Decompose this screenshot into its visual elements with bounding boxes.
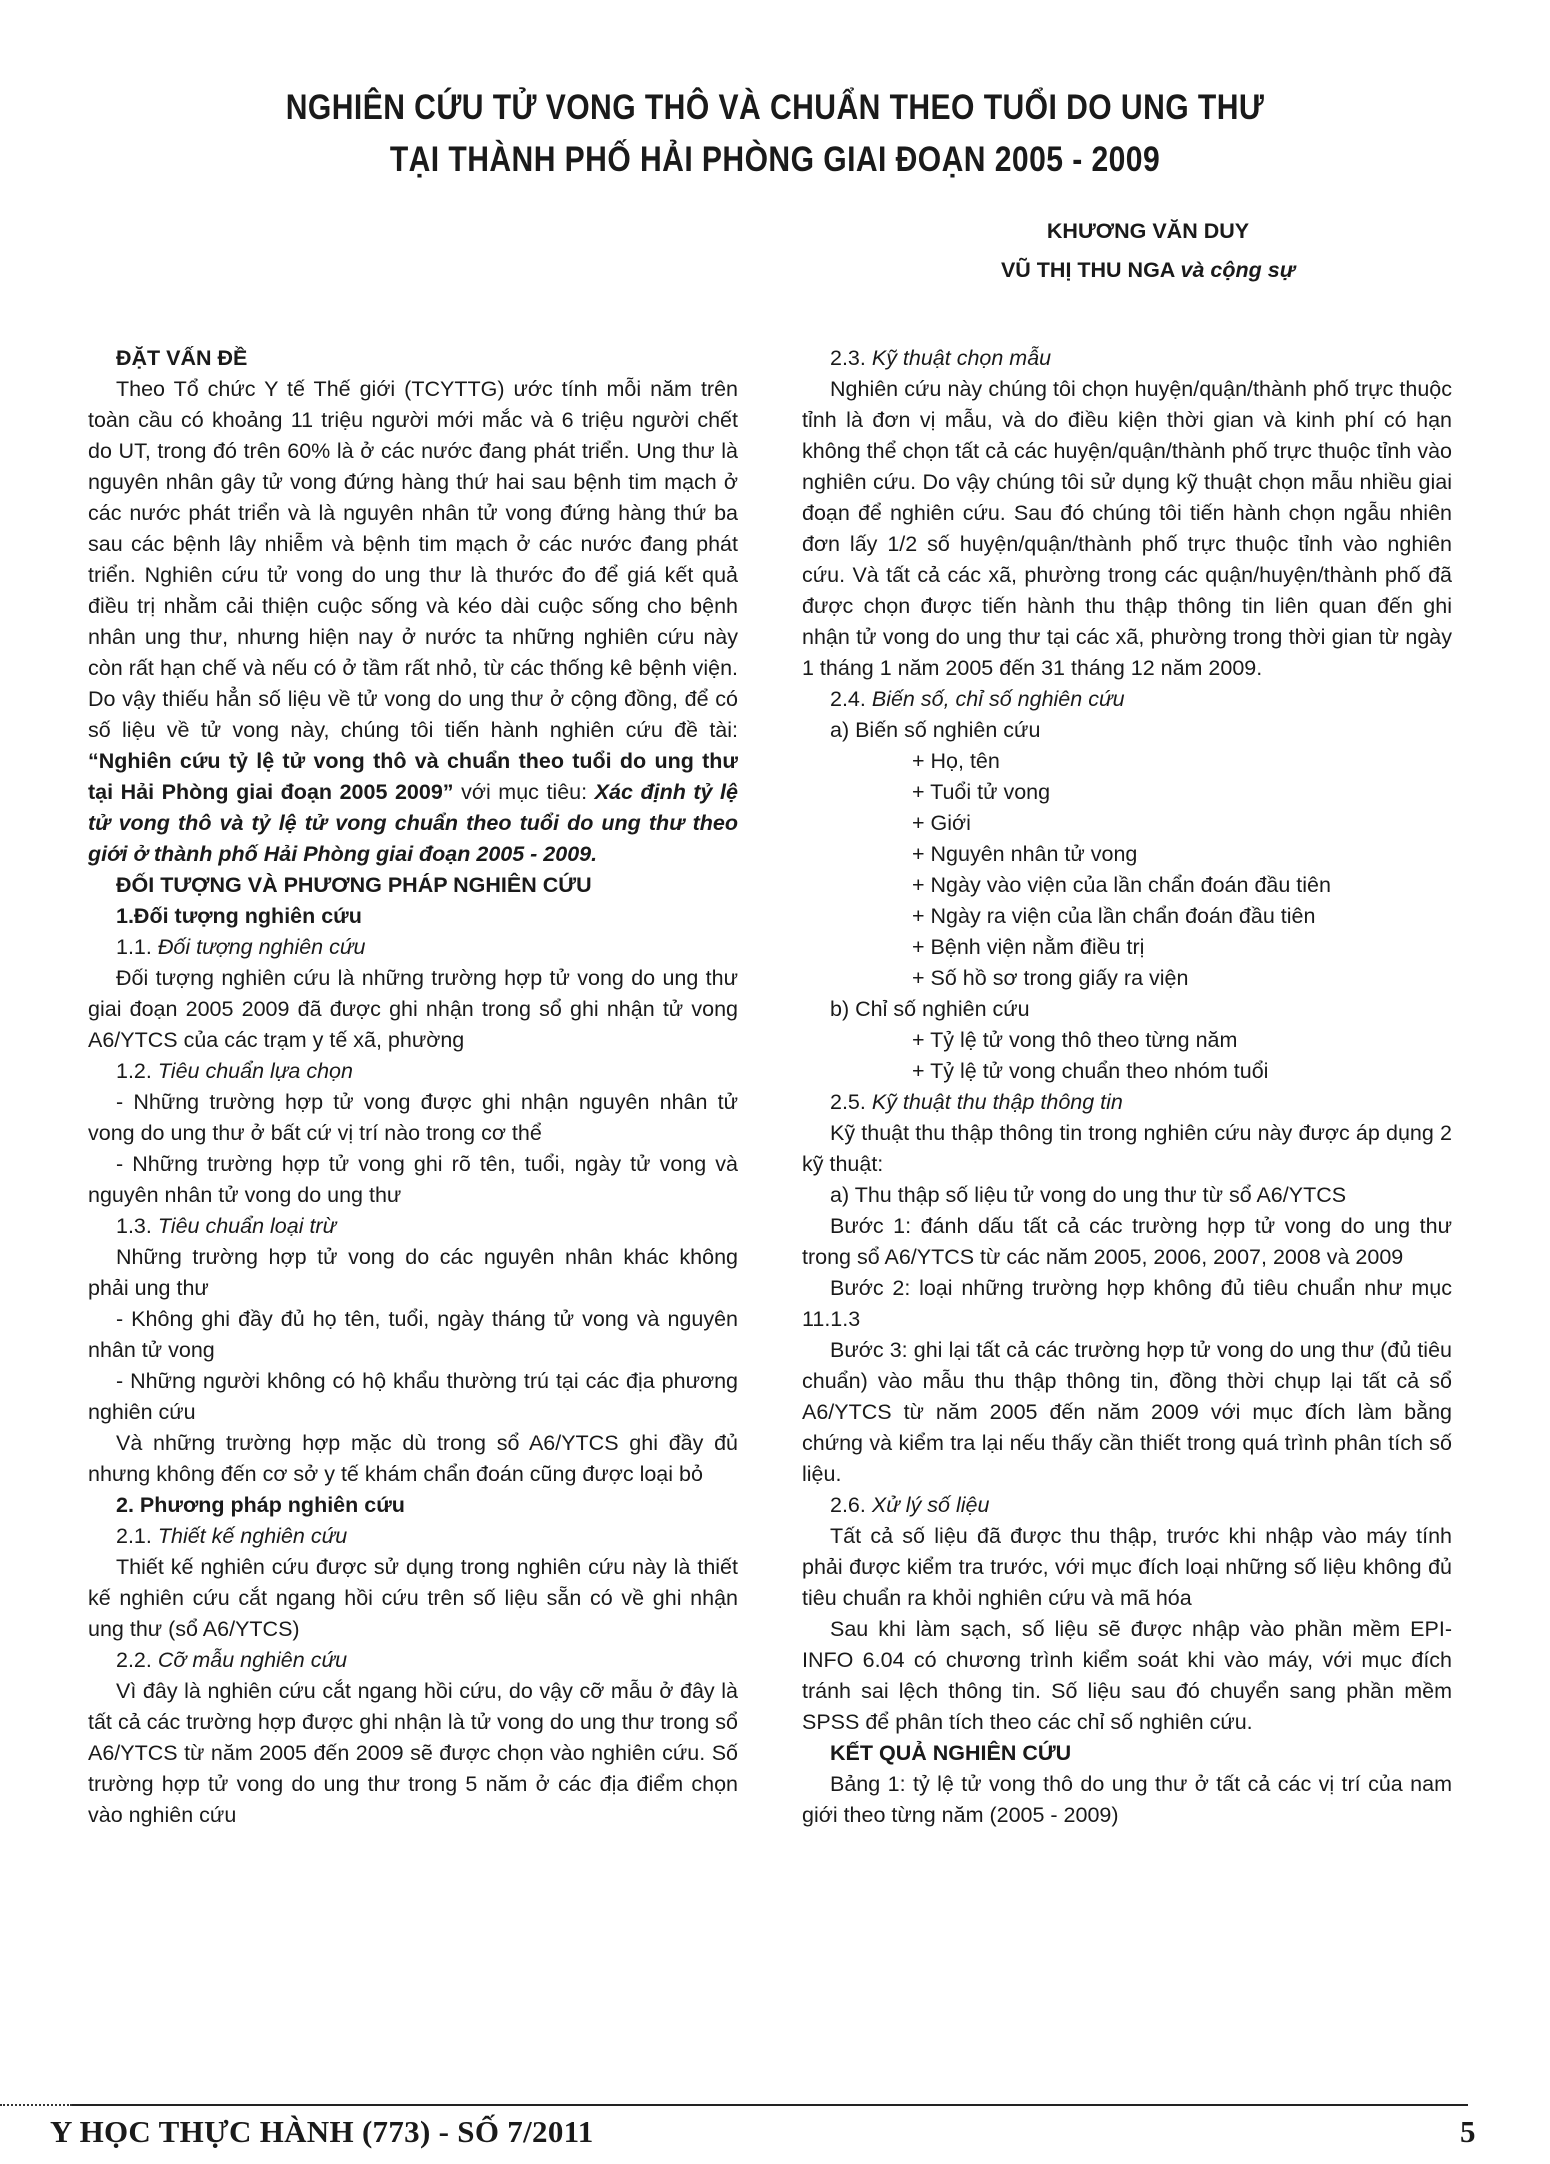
subheading-1-1 [88,932,738,963]
variable-item: + Ngày ra viện của lần chẩn đoán đầu tiên [912,904,1316,928]
author-1: KHƯƠNG VĂN DUY [1046,219,1250,243]
footer-rule [72,2104,1468,2106]
subheading-1-3 [88,1211,738,1242]
heading-dat-van-de: ĐẶT VẤN ĐỀ [116,346,248,370]
subheading-2-6-text: Xử lý số liệu [871,1493,990,1517]
subheading-2-1-num: 2.1. [116,1524,152,1548]
subheading-2-5-text: Kỹ thuật thu thập thông tin [871,1090,1123,1114]
paragraph-table-1-caption: Bảng 1: tỷ lệ tử vong thô do ung thư ở tất cả các vị trí của nam giới theo từng năm (2005 - 2009) [802,1772,1452,1827]
paragraph-step-1: Bước 1: đánh dấu tất cả các trường hợp tử vong do ung thư trong sổ A6/YTCS từ các năm 2005, 2006, 2007, 2008 và 2009 [802,1214,1452,1269]
subheading-1-3-num: 1.3. [116,1214,152,1238]
variable-item: + Số hồ sơ trong giấy ra viện [912,966,1189,990]
variable-item: + Nguyên nhân tử vong [912,842,1138,866]
subheading-2-5-num: 2.5. [830,1090,866,1114]
indicators-label: b) Chỉ số nghiên cứu [830,997,1030,1021]
subheading-2-3-num: 2.3. [830,346,866,370]
paragraph-2-6a: Tất cả số liệu đã được thu thập, trước khi nhập vào máy tính phải được kiểm tra trước, với mục đích loại những số liệu không đủ tiêu chuẩn ra khỏi nghiên cứu và mã hóa [802,1524,1452,1610]
subheading-2-2-num: 2.2. [116,1648,152,1672]
paragraph-2-5a: a) Thu thập số liệu tử vong do ung thư từ sổ A6/YTCS [830,1183,1347,1207]
heading-ket-qua: KẾT QUẢ NGHIÊN CỨU [830,1741,1072,1765]
heading-doi-tuong: ĐỐI TƯỢNG VÀ PHƯƠNG PHÁP NGHIÊN CỨU [116,873,592,897]
paragraph-1-3b: - Không ghi đầy đủ họ tên, tuổi, ngày tháng tử vong và nguyên nhân tử vong [88,1307,738,1362]
paragraph-step-3: Bước 3: ghi lại tất cả các trường hợp tử vong do ung thư (đủ tiêu chuẩn) vào mẫu thu thập thông tin, đồng thời chụp lại tất cả sổ A6/YTCS từ năm 2005 đến năm 2009 với mục đích làm bằng chứng và kiểm tra lại nếu thấy cần thiết trong quá trình phân tích số liệu. [802,1338,1452,1486]
subheading-2-3-text: Kỹ thuật chọn mẫu [871,346,1052,370]
intro-mid: với mục tiêu: [453,780,595,804]
paragraph-1-2b: - Những trường hợp tử vong ghi rõ tên, tuổi, ngày tử vong và nguyên nhân tử vong do ung thư [88,1152,738,1207]
subheading-2-2 [88,1645,738,1676]
heading-2: 2. Phương pháp nghiên cứu [116,1493,405,1517]
subheading-2-5 [802,1087,1452,1118]
subheading-2-4-num: 2.4. [830,687,866,711]
subheading-1-2-num: 1.2. [116,1059,152,1083]
variable-item: + Giới [912,811,971,835]
subheading-2-4 [802,684,1452,715]
subheading-2-3 [802,343,1452,374]
footer-dotted-rule [0,2104,72,2106]
journal-footer: Y HỌC THỰC HÀNH (773) - SỐ 7/2011 [50,2114,594,2149]
paragraph-1-3a: Những trường hợp tử vong do các nguyên nhân khác không phải ung thư [88,1245,738,1300]
intro-objective: Xác định tỷ lệ tử vong thô và tỷ lệ tử vong chuẩn theo tuổi do ung thư theo giới ở thành phố Hải Phòng giai đoạn 2005 - 2009. [88,780,738,866]
author-block [978,212,1318,290]
paragraph-1-2a: - Những trường hợp tử vong được ghi nhận nguyên nhân tử vong do ung thư ở bất cứ vị trí nào trong cơ thể [88,1090,738,1145]
variable-item: + Bệnh viện nằm điều trị [912,935,1145,959]
subheading-1-1-text: Đối tượng nghiên cứu [157,935,366,959]
paragraph-2-2: Vì đây là nghiên cứu cắt ngang hồi cứu, do vậy cỡ mẫu ở đây là tất cả các trường hợp được ghi nhận là tử vong do ung thư trong sổ A6/YTCS từ năm 2005 đến 2009 sẽ được chọn vào nghiên cứu. Số trường hợp tử vong do ung thư trong 5 năm ở các địa điểm chọn vào nghiên cứu [88,1679,738,1827]
left-column [88,343,738,1831]
subheading-1-3-text: Tiêu chuẩn loại trừ [157,1214,337,1238]
paragraph-2-5: Kỹ thuật thu thập thông tin trong nghiên cứu này được áp dụng 2 kỹ thuật: [802,1121,1452,1176]
author-2 [978,251,1318,290]
indicator-item: + Tỷ lệ tử vong thô theo từng năm [912,1028,1238,1052]
subheading-2-1-text: Thiết kế nghiên cứu [157,1524,348,1548]
subheading-1-1-num: 1.1. [116,935,152,959]
paragraph-1-3d: Và những trường hợp mặc dù trong sổ A6/YTCS ghi đầy đủ nhưng không đến cơ sở y tế khám chẩn đoán cũng được loại bỏ [88,1431,738,1486]
intro-study-title: “Nghiên cứu tỷ lệ tử vong thô và chuẩn theo tuổi do ung thư tại Hải Phòng giai đoạn 2005 2009” [88,749,738,804]
variable-item: + Tuổi tử vong [912,780,1051,804]
title-line-2: TẠI THÀNH PHỐ HẢI PHÒNG GIAI ĐOẠN 2005 - 2009 [389,140,1161,179]
variable-item: + Ngày vào viện của lần chẩn đoán đầu tiên [912,873,1331,897]
author-2-suffix: và cộng sự [1180,258,1296,282]
subheading-1-2 [88,1056,738,1087]
subheading-2-4-text: Biến số, chỉ số nghiên cứu [871,687,1125,711]
paragraph-2-6b: Sau khi làm sạch, số liệu sẽ được nhập vào phần mềm EPI-INFO 6.04 có chương trình kiểm soát khi vào máy, với mục đích tránh sai lệch thông tin. Số liệu sau đó chuyển sang phần mềm SPSS để phân tích theo các chỉ số nghiên cứu. [802,1617,1452,1734]
intro-text: Theo Tổ chức Y tế Thế giới (TCYTTG) ước tính mỗi năm trên toàn cầu có khoảng 11 triệu người mới mắc và 6 triệu người chết do UT, trong đó trên 60% là ở các nước đang phát triển. Ung thư là nguyên nhân gây tử vong đứng hàng thứ hai sau bệnh tim mạch ở các nước phát triển và là nguyên nhân tử vong đứng hàng thứ ba sau các bệnh lây nhiễm và bệnh tim mạch ở các nước đang phát triển. Nghiên cứu tử vong do ung thư là thước đo để giá kết quả điều trị nhằm cải thiện cuộc sống và kéo dài cuộc sống cho bệnh nhân ung thư, nhưng hiện nay ở nước ta những nghiên cứu này còn rất hạn chế và nếu có ở tầm rất nhỏ, từ các thống kê bệnh viện. Do vậy thiếu hẳn số liệu về tử vong do ung thư ở cộng đồng, để có số liệu về tử vong này, chúng tôi tiến hành nghiên cứu đề tài: [88,377,738,742]
subheading-2-6 [802,1490,1452,1521]
paragraph-1-1: Đối tượng nghiên cứu là những trường hợp tử vong do ung thư giai đoạn 2005 2009 đã được ghi nhận trong sổ ghi nhận tử vong A6/YTCS của các trạm y tế xã, phường [88,966,738,1052]
paragraph-2-1: Thiết kế nghiên cứu được sử dụng trong nghiên cứu này là thiết kế nghiên cứu cắt ngang hồi cứu trên số liệu sẵn có về ghi nhận ung thư (sổ A6/YTCS) [88,1555,738,1641]
paragraph-1-3c: - Những người không có hộ khẩu thường trú tại các địa phương nghiên cứu [88,1369,738,1424]
paragraph-2-3: Nghiên cứu này chúng tôi chọn huyện/quận/thành phố trực thuộc tỉnh là đơn vị mẫu, và do điều kiện thời gian và kinh phí có hạn không thể chọn tất cả các huyện/quận/thành phố trực thuộc tỉnh vào nghiên cứu. Do vậy chúng tôi sử dụng kỹ thuật chọn mẫu nhiều giai đoạn để nghiên cứu. Sau đó chúng tôi tiến hành chọn ngẫu nhiên đơn lấy 1/2 số huyện/quận/thành phố trực thuộc tỉnh vào nghiên cứu. Và tất cả các xã, phường trong các quận/huyện/thành phố đã được chọn được tiến hành thu thập thông tin liên quan đến ghi nhận tử vong do ung thư tại các xã, phường trong thời gian từ ngày 1 tháng 1 năm 2005 đến 31 tháng 12 năm 2009. [802,377,1452,680]
subheading-2-1 [88,1521,738,1552]
subheading-1-2-text: Tiêu chuẩn lựa chọn [157,1059,353,1083]
subheading-2-6-num: 2.6. [830,1493,866,1517]
article-title [109,82,1442,186]
title-line-1: NGHIÊN CỨU TỬ VONG THÔ VÀ CHUẨN THEO TUỔI DO UNG THƯ [285,88,1265,127]
variables-label: a) Biến số nghiên cứu [830,718,1041,742]
page-number: 5 [1460,2114,1476,2149]
indicator-item: + Tỷ lệ tử vong chuẩn theo nhóm tuổi [912,1059,1269,1083]
author-2-name: VŨ THỊ THU NGA [1000,258,1175,282]
right-column [802,343,1452,1831]
paragraph-step-2: Bước 2: loại những trường hợp không đủ tiêu chuẩn như mục 11.1.3 [802,1276,1452,1331]
heading-1: 1.Đối tượng nghiên cứu [116,904,362,928]
subheading-2-2-text: Cỡ mẫu nghiên cứu [157,1648,348,1672]
variable-item: + Họ, tên [912,749,1000,773]
intro-paragraph [88,374,738,870]
